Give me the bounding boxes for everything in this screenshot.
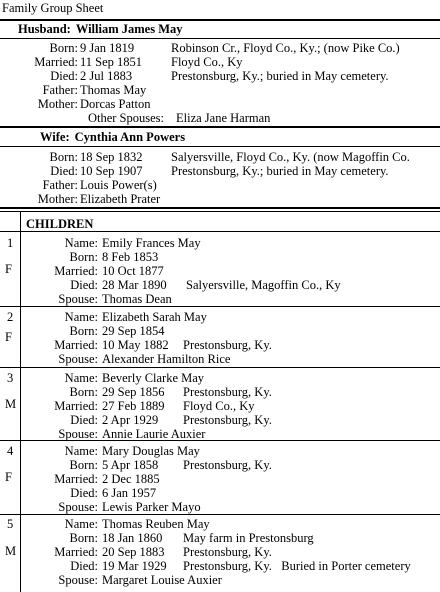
- husband-married-row: [0, 55, 440, 69]
- child-entry: [0, 231, 440, 306]
- child-number: 4: [7, 444, 14, 458]
- wife-mother: Elizabeth Prater: [80, 192, 161, 206]
- child-died-date: 28 Mar 1890: [102, 278, 167, 292]
- child-spouse-row: [0, 573, 440, 587]
- child-born-row: [0, 385, 440, 399]
- child-died-row: [0, 486, 440, 500]
- child-sex: M: [5, 397, 17, 411]
- child-married-date: 27 Feb 1889: [102, 399, 165, 413]
- child-born-date: 5 Apr 1858: [102, 458, 159, 472]
- child-name-row: [0, 444, 440, 458]
- child-married-date: 2 Dec 1885: [102, 472, 160, 486]
- child-sex: M: [5, 544, 17, 558]
- child-born-row: [0, 458, 440, 472]
- husband-born-date: 9 Jan 1819: [80, 41, 135, 55]
- wife-father-row: [0, 178, 440, 192]
- married-label: Married:: [34, 55, 78, 69]
- child-died-place: Prestonsburg, Ky. Buried in Porter cemetery: [183, 559, 411, 573]
- child-married-place: Prestonsburg, Ky.: [183, 338, 272, 352]
- husband-mother: Dorcas Patton: [80, 97, 151, 111]
- name-label: Name:: [64, 517, 98, 531]
- wife-born-row: [0, 150, 440, 164]
- died-label: Died:: [50, 69, 78, 83]
- child-number: 2: [7, 310, 14, 324]
- wife-born-date: 18 Sep 1832: [80, 150, 143, 164]
- child-married-row: [0, 338, 440, 352]
- born-label: Born:: [69, 250, 98, 264]
- mother-label: Mother:: [37, 192, 78, 206]
- child-spouse: Lewis Parker Mayo: [102, 500, 201, 514]
- died-label: Died:: [70, 413, 98, 427]
- spouse-label: Spouse:: [58, 292, 98, 306]
- child-name-row: [0, 517, 440, 531]
- child-married-date: 10 Oct 1877: [102, 264, 164, 278]
- child-born-row: [0, 324, 440, 338]
- wife-heading: [40, 130, 185, 144]
- child-sex: F: [5, 330, 12, 344]
- born-label: Born:: [49, 150, 78, 164]
- mother-label: Mother:: [37, 97, 78, 111]
- child-name: Thomas Reuben May: [102, 517, 210, 531]
- wife-mother-row: [0, 192, 440, 206]
- page-title: Family Group Sheet: [2, 1, 104, 15]
- husband-born-row: [0, 41, 440, 55]
- wife-died-date: 10 Sep 1907: [80, 164, 143, 178]
- child-married-place: Prestonsburg, Ky.: [183, 545, 272, 559]
- born-label: Born:: [69, 385, 98, 399]
- husband-heading: [18, 22, 183, 36]
- child-name: Beverly Clarke May: [102, 371, 205, 385]
- child-name-row: [0, 236, 440, 250]
- child-died-row: [0, 559, 440, 573]
- child-sex: F: [5, 470, 12, 484]
- died-label: Died:: [50, 164, 78, 178]
- married-label: Married:: [54, 264, 98, 278]
- child-spouse: Annie Laurie Auxier: [102, 427, 206, 441]
- divider: [0, 146, 440, 147]
- child-name-row: [0, 371, 440, 385]
- husband-married-place: Floyd Co., Ky: [171, 55, 243, 69]
- child-sex: F: [5, 262, 12, 276]
- other-spouses-label: Other Spouses:: [87, 111, 164, 125]
- divider: [0, 211, 440, 212]
- child-died-row: [0, 413, 440, 427]
- child-name: Emily Frances May: [102, 236, 201, 250]
- child-died-date: 2 Apr 1929: [102, 413, 159, 427]
- married-label: Married:: [54, 545, 98, 559]
- divider: [0, 126, 440, 128]
- child-name-row: [0, 310, 440, 324]
- child-died-date: 6 Jan 1957: [102, 486, 157, 500]
- husband-other-spouses-row: [0, 111, 440, 125]
- child-born-place: May farm in Prestonsburg: [183, 531, 314, 545]
- father-label: Father:: [42, 83, 78, 97]
- child-entry: [0, 440, 440, 514]
- father-label: Father:: [42, 178, 78, 192]
- husband-married-date: 11 Sep 1851: [80, 55, 143, 69]
- child-died-date: 19 Mar 1929: [102, 559, 167, 573]
- wife-died-place: Prestonsburg, Ky.; buried in May cemetery.: [171, 164, 389, 178]
- wife-born-place: Salyersville, Floyd Co., Ky. (now Magoffin Co.: [171, 150, 410, 164]
- child-died-row: [0, 278, 440, 292]
- child-spouse-row: [0, 292, 440, 306]
- child-married-row: [0, 264, 440, 278]
- wife-father: Louis Power(s): [80, 178, 157, 192]
- born-label: Born:: [49, 41, 78, 55]
- husband-label: Husband:: [18, 22, 71, 36]
- child-born-row: [0, 531, 440, 545]
- married-label: Married:: [54, 338, 98, 352]
- divider: [0, 19, 440, 21]
- child-born-date: 8 Feb 1853: [102, 250, 159, 264]
- divider: [0, 38, 440, 39]
- child-married-date: 10 May 1882: [102, 338, 169, 352]
- child-entry: [0, 306, 440, 367]
- name-label: Name:: [64, 371, 98, 385]
- divider: [0, 207, 440, 209]
- husband-born-place: Robinson Cr., Floyd Co., Ky.; (now Pike Co.): [171, 41, 400, 55]
- husband-name: William James May: [75, 22, 183, 36]
- children-heading: CHILDREN: [26, 217, 94, 231]
- child-married-row: [0, 399, 440, 413]
- child-born-place: Prestonsburg, Ky.: [183, 458, 272, 472]
- name-label: Name:: [64, 444, 98, 458]
- child-spouse: Margaret Louise Auxier: [102, 573, 222, 587]
- married-label: Married:: [54, 472, 98, 486]
- wife-label: Wife:: [40, 130, 70, 144]
- child-entry: [0, 367, 440, 440]
- died-label: Died:: [70, 559, 98, 573]
- child-name: Elizabeth Sarah May: [102, 310, 207, 324]
- born-label: Born:: [69, 531, 98, 545]
- child-married-date: 20 Sep 1883: [102, 545, 165, 559]
- child-name: Mary Douglas May: [102, 444, 200, 458]
- name-label: Name:: [64, 236, 98, 250]
- spouse-label: Spouse:: [58, 500, 98, 514]
- married-label: Married:: [54, 399, 98, 413]
- spouse-label: Spouse:: [58, 427, 98, 441]
- child-born-date: 29 Sep 1856: [102, 385, 165, 399]
- child-number: 5: [7, 517, 14, 531]
- husband-died-date: 2 Jul 1883: [80, 69, 133, 83]
- husband-father-row: [0, 83, 440, 97]
- husband-mother-row: [0, 97, 440, 111]
- wife-died-row: [0, 164, 440, 178]
- child-died-place: Salyersville, Magoffin Co., Ky: [186, 278, 341, 292]
- husband-died-row: [0, 69, 440, 83]
- child-number: 3: [7, 371, 14, 385]
- child-married-row: [0, 472, 440, 486]
- born-label: Born:: [69, 324, 98, 338]
- child-entry: [0, 514, 440, 592]
- child-spouse-row: [0, 427, 440, 441]
- died-label: Died:: [70, 486, 98, 500]
- child-born-date: 18 Jan 1860: [102, 531, 163, 545]
- child-married-row: [0, 545, 440, 559]
- died-label: Died:: [70, 278, 98, 292]
- child-born-place: Prestonsburg, Ky.: [183, 385, 272, 399]
- born-label: Born:: [69, 458, 98, 472]
- child-spouse-row: [0, 352, 440, 366]
- wife-name: Cynthia Ann Powers: [74, 130, 186, 144]
- spouse-label: Spouse:: [58, 352, 98, 366]
- child-spouse: Alexander Hamilton Rice: [102, 352, 231, 366]
- name-label: Name:: [64, 310, 98, 324]
- husband-died-place: Prestonsburg, Ky.; buried in May cemetery.: [171, 69, 389, 83]
- child-spouse: Thomas Dean: [102, 292, 172, 306]
- child-spouse-row: [0, 500, 440, 514]
- child-born-date: 29 Sep 1854: [102, 324, 165, 338]
- child-born-row: [0, 250, 440, 264]
- child-number: 1: [7, 236, 14, 250]
- husband-father: Thomas May: [80, 83, 147, 97]
- child-died-place: Prestonsburg, Ky.: [183, 413, 272, 427]
- spouse-label: Spouse:: [58, 573, 98, 587]
- husband-other-spouses: Eliza Jane Harman: [176, 111, 271, 125]
- child-married-place: Floyd Co., Ky: [183, 399, 255, 413]
